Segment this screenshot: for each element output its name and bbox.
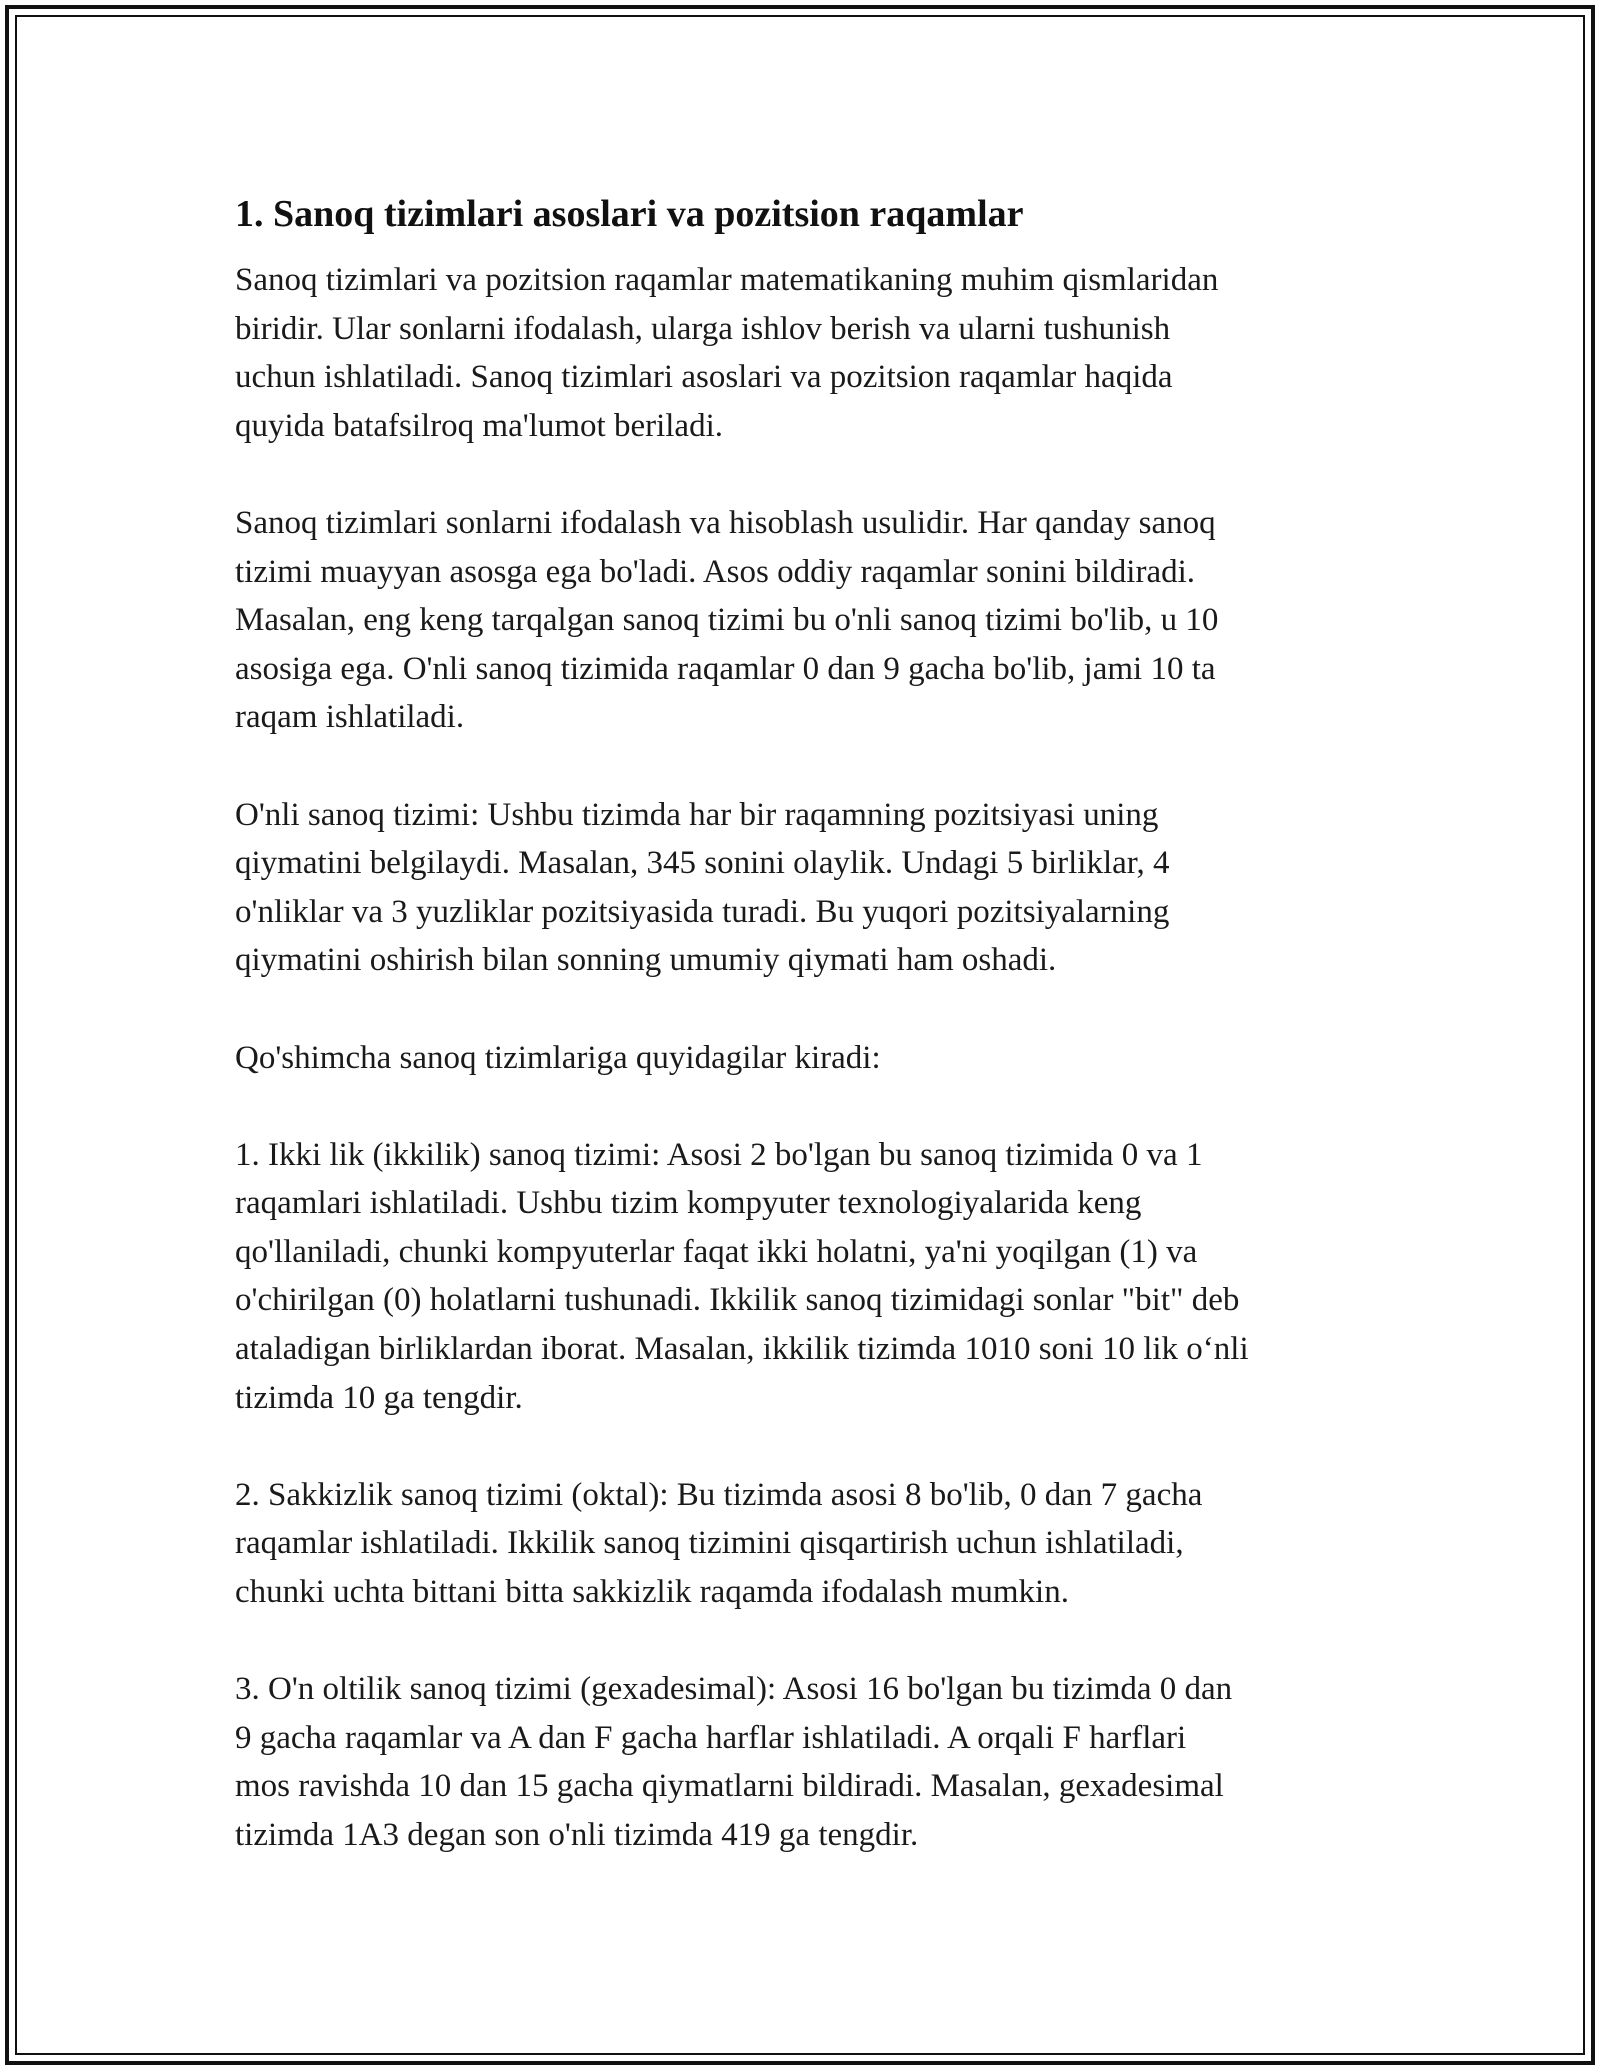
body-text: Sanoq tizimlari va pozitsion raqamlar matematikaning muhim qismlaridan biridir. Ular sonlarni ifodalash, ularga ishlov berish va ularni tushunish uchun ishlatiladi. Sanoq tizimlari asoslari va pozitsion raqamlar haqida quyida batafsilroq ma'lumot beriladi. Sanoq tizimlari sonlarni ifodalash va hisoblash usulidir. Har qanday sanoq tizimi muayyan asosga ega bo'ladi. Asos oddiy raqamlar sonini bildiradi. Masalan, eng keng tarqalgan sanoq tizimi bu o'nli sanoq tizimi bo'lib, u 10 asosiga ega. O'nli sanoq tizimida raqamlar 0 dan 9 gacha bo'lib, jami 10 ta raqam ishlatiladi. O'nli sanoq tizimi: Ushbu tizimda har bir raqamning pozitsiyasi uning qiymatini belgilaydi. Masalan, 345 sonini olaylik. Undagi 5 birliklar, 4 o'nliklar va 3 yuzliklar pozitsiyasida turadi. Bu yuqori pozitsiyalarning qiymatini oshirish bilan sonning umumiy qiymati ham oshadi. Qo'shimcha sanoq tizimlariga quyidagilar kiradi: 1. Ikki lik (ikkilik) sanoq tizimi: Asosi 2 bo'lgan bu sanoq tizimida 0 va 1 raqamlari ishlatiladi. Ushbu tizim kompyuter texnologiyalarida keng qo'llaniladi, chunki kompyuterlar faqat ikki holatni, ya'ni yoqilgan (1) va o'chirilgan (0) holatlarni tushunadi. Ikkilik sanoq tizimidagi sonlar "bit" deb ataladigan birliklardan iborat. Masalan, ikkilik tizimda 1010 soni 10 lik o‘nli tizimda 10 ga tengdir. 2. Sakkizlik sanoq tizimi (oktal): Bu tizimda asosi 8 bo'lib, 0 dan 7 gacha raqamlar ishlatiladi. Ikkilik sanoq tizimini qisqartirish uchun ishlatiladi, chunki uchta bittani bitta sakkizlik raqamda ifodalash mumkin. 3. O'n oltilik sanoq tizimi (gexadesimal): Asosi 16 bo'lgan bu tizimda 0 dan 9 gacha raqamlar va A dan F gacha harflar ishlatiladi. A orqali F harflari mos ravishda 10 dan 15 gacha qiymatlarni bildiradi. Masalan, gexadesimal tizimda 1A3 degan son o'nli tizimda 419 ga tengdir.	[235, 262, 1249, 1853]
document-content	[235, 188, 1375, 1860]
page-title: 1. Sanoq tizimlari asoslari va pozitsion raqamlar	[235, 193, 1024, 235]
